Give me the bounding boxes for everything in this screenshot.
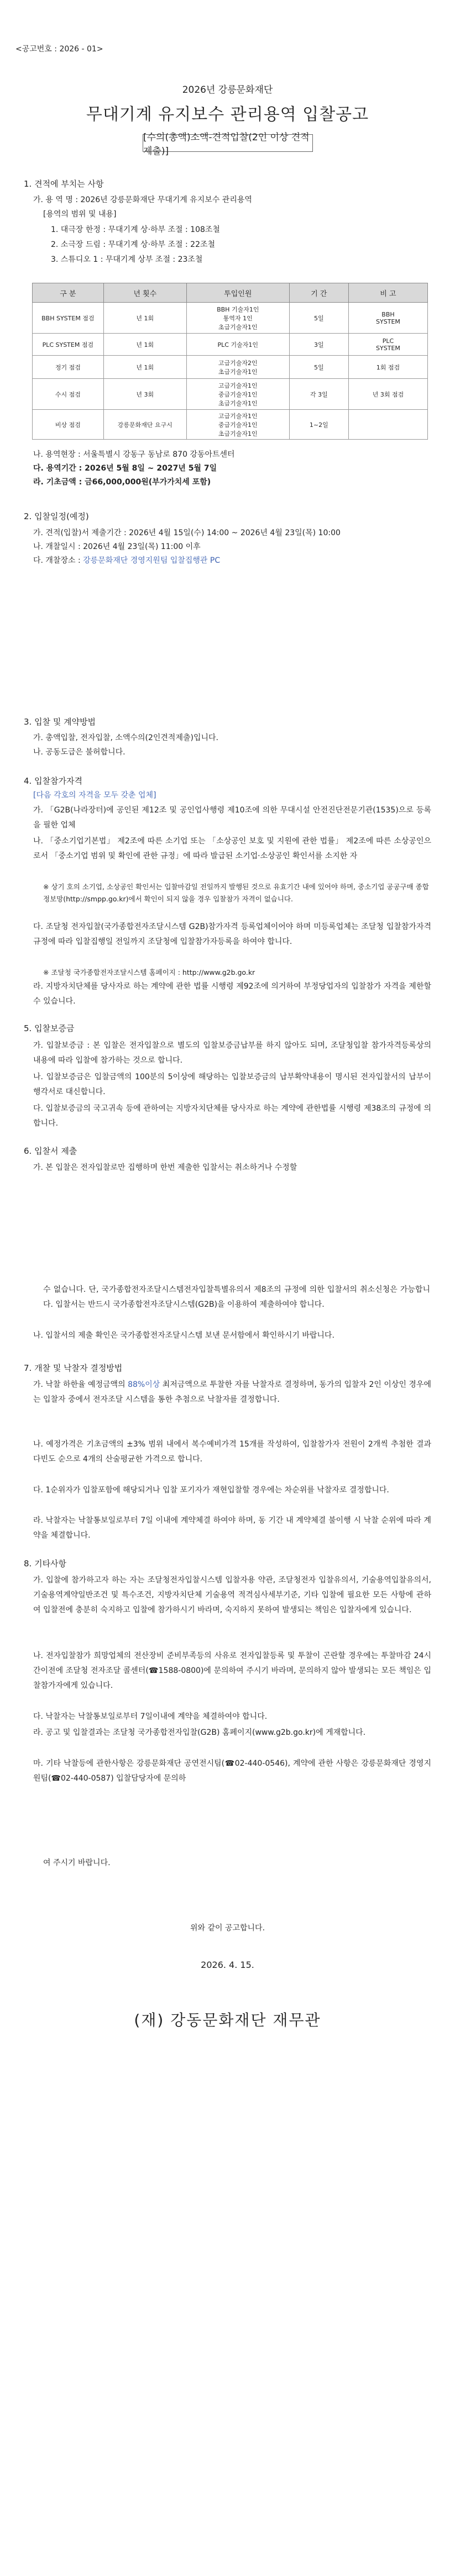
section-5-heading: 5. 입찰보증금 [24,1023,75,1033]
scope-item: 3. 스튜디오 1 : 무대기계 상부 조절 : 23조철 [51,255,203,264]
notice-number: <공고번호 : 2026 - 01> [15,45,103,54]
section-8-heading: 8. 기타사항 [24,1559,67,1569]
section-2-heading: 2. 입찰일정(예정) [24,511,89,521]
table-row [33,379,428,410]
table-header-cell: 구 분 [33,283,104,303]
table-cell: 고급기술자2인 초급기술자1인 [186,356,289,379]
misc-ga: 가. 입찰에 참가하고자 하는 자는 조달청전자입찰시스템 입찰자용 약관, 조달청전자 입찰유의서, 기술용역입찰유의서, 기술용역계약일반조건 및 특수조건, 지방자치단체 기술용역 적격심사세부기준, 기타 입찰에 필요한 모든 사항에 관하여 입찰전에 충분히 숙지하고 입찰에 참가하시기 바라며, 숙지하지 못하여 발생되는 책임은 입찰자에게 있습니다. [33,1576,431,1614]
table-cell: 년 3회 [103,379,186,410]
award-ga-suffix: 최저금액으로 투찰한 자를 낙찰자로 결정하며, 동가의 입찰자 2인 이상인 경우에는 입찰자 중에서 전자조달 시스템을 통한 추첨으로 낙찰자를 결정합니다. [33,1380,431,1404]
inspection-schedule-table [32,283,428,440]
table-cell: 5일 [289,356,348,379]
submission-ga: 가. 본 입찰은 전자입찰로만 집행하며 한번 제출한 입찰서는 취소하거나 수정할 [33,1163,297,1172]
bid-type-label: [수의(총액)소액-견적입찰(2인 이상 견적 제출)] [143,132,310,157]
misc-na: 나. 전자입찰참가 희망업체의 전산장비 준비부족등의 사유로 전자입찰등록 및 투찰이 곤란할 경우에는 투찰마감 24시간이전에 조달청 전자조달 콜센터(☎1588-0800)에 문의하여 주시기 바라며, 문의하지 않아 발생되는 모든 책임은 입찰참가자에게 있습니다. [33,1651,431,1690]
scope-heading: [용역의 범위 및 내용] [43,210,117,219]
notice-date: 2026. 4. 15. [201,1960,254,1970]
misc-da: 다. 낙찰자는 낙찰통보일로부터 7일이내에 계약을 체결하여야 합니다. [33,1712,268,1721]
table-row [33,334,428,356]
misc-ma: 마. 기타 낙찰등에 관한사항은 강릉문화재단 공연전시팀(☎02-440-0546), 계약에 관한 사항은 강릉문화재단 경영지원팀(☎02-440-0587) 입찰담당자에 문의하 [33,1759,431,1783]
base-amount: 라. 기초금액 : 금66,000,000원(부가가치세 포함) [33,478,211,487]
table-cell: BBH 기술자1인 통역자 1인 초급기술자1인 [186,303,289,334]
qualification-da: 다. 조달청 전자입찰(국가종합전자조달시스템 G2B)참가자격 등록업체이어야 하며 미등록업체는 조달청 입찰참가자격 규정에 따라 입찰집행일 전일까지 조달청에 입찰참가자등록을 하여야 합니다. [33,922,431,946]
table-cell: 1~2일 [289,410,348,440]
scope-item: 2. 소극장 드림 : 무대기계 상·하부 조절 : 22조철 [51,240,216,249]
page-title: 무대기계 유지보수 관리용역 입찰공고 [86,105,369,124]
section-3-heading: 3. 입찰 및 계약방법 [24,717,96,727]
table-cell [348,410,427,440]
table-cell: 수시 점검 [33,379,104,410]
table-cell: PLC SYSTEM 점검 [33,334,104,356]
opening-date: 나. 개찰일시 : 2026년 4월 23일(목) 11:00 이후 [33,542,201,551]
qualification-ra: 라. 지방자치단체를 당사자로 하는 계약에 관한 법률 시행령 제92조에 의거하여 부정당업자의 입찰참가 자격을 제한할 수 있습니다. [33,982,431,1006]
service-site: 나. 용역현장 : 서울특별시 강동구 동남로 870 강동아트센터 [33,450,235,459]
table-header-cell: 비 고 [348,283,427,303]
service-period: 다. 용역기간 : 2026년 5월 8일 ~ 2027년 5월 7일 [33,464,217,473]
table-cell: 3일 [289,334,348,356]
contract-method: 가. 총액입찰, 전자입찰, 소액수의(2인견적제출)입니다. [33,733,218,742]
table-row [33,410,428,440]
table-cell: 년 1회 [103,334,186,356]
table-cell: PLC SYSTEM [348,334,427,356]
submission-ga-continued: 수 없습니다. 단, 국가종합전자조달시스템전자입찰특별유의서 제8조의 규정에 의한 입찰서의 취소신청은 가능합니다. 입찰서는 반드시 국가종합전자조달시스템(G2B)을 이용하여 제출하여야 합니다. [43,1285,430,1309]
award-ga-prefix: 가. 낙찰 하한율 예정금액의 [33,1380,128,1389]
section-1-heading: 1. 견적에 부치는 사항 [24,179,104,189]
bid-type-box [143,132,313,157]
opening-place-prefix: 다. 개찰장소 : [33,556,83,565]
table-cell: 1회 점검 [348,356,427,379]
table-cell: 고급기술자1인 중급기술자1인 초급기술자1인 [186,379,289,410]
organization-line: 2026년 강릉문화재단 [182,85,273,96]
award-ra: 라. 낙찰자는 낙찰통보일로부터 7일 이내에 계약체결 하여야 하며, 동 기간 내 계약체결 불이행 시 낙찰 순위에 따라 계약을 체결합니다. [33,1516,431,1540]
misc-ma-continued: 여 주시기 바랍니다. [43,1859,111,1867]
qualification-note: [다음 각호의 자격을 모두 갖춘 업체] [33,791,156,800]
section-7-heading: 7. 개찰 및 낙찰자 결정방법 [24,1363,123,1373]
table-cell: 각 3일 [289,379,348,410]
table-header-cell: 투입인원 [186,283,289,303]
issuer-signature: (재) 강동문화재단 재무관 [134,2011,321,2029]
submission-na: 나. 입찰서의 제출 확인은 국가종합전자조달시스템 보낸 문서함에서 확인하시기 바랍니다. [33,1331,334,1340]
table-cell: PLC 기술자1인 [186,334,289,356]
table-cell: 비상 점검 [33,410,104,440]
award-da: 다. 1순위자가 입찰포함에 해당되거나 입찰 포기자가 재현입찰할 경우에는 차순위를 낙찰자로 결정합니다. [33,1486,389,1495]
section-6-heading: 6. 입찰서 제출 [24,1146,77,1156]
table-cell: 년 3회 점검 [348,379,427,410]
service-name: 가. 용 역 명 : 2026년 강릉문화재단 무대기계 유지보수 관리용역 [33,196,252,204]
award-rate: 88%이상 [128,1380,160,1389]
opening-place-value: 강릉문화재단 경영지원팀 입찰집행관 PC [83,556,221,565]
table-header-cell: 년 횟수 [103,283,186,303]
table-cell: 년 1회 [103,356,186,379]
deposit-ga: 가. 입찰보증금 : 본 입찰은 전자입찰으로 별도의 입찰보증금납부를 하지 않아도 되며, 조달청입찰 참가자격등록상의 내용에 따라 입찰에 참가하는 것으로 합니다. [33,1041,431,1065]
table-cell: 년 1회 [103,303,186,334]
section-4-heading: 4. 입찰참가자격 [24,776,83,786]
joint-contract: 나. 공동도급은 불허합니다. [33,748,125,757]
table-header-row [33,283,428,303]
table-cell: 5일 [289,303,348,334]
table-cell: 고급기술자1인 중급기술자1인 초급기술자1인 [186,410,289,440]
table-cell: 정기 점검 [33,356,104,379]
qualification-star-1: ※ 상기 호의 소기업, 소상공인 확인서는 입찰마감일 전일까지 발행된 것으로 유효기간 내에 있어야 하며, 중소기업 공공구매 종합정보망(http://smpp.go.kr)에서 확인이 되지 않을 경우 입찰참가 자격이 없습니다. [43,883,429,903]
closing-statement: 위와 같이 공고합니다. [190,1924,265,1933]
deposit-da: 다. 입찰보증금의 국고귀속 등에 관하여는 지방자치단체를 당사자로 하는 계약에 관한법률 시행령 제38조의 규정에 의합니다. [33,1104,431,1128]
scope-item: 1. 대극장 한정 : 무대기계 상·하부 조절 : 108조철 [51,225,220,234]
deposit-na: 나. 입찰보증금은 입찰금액의 100분의 5이상에 해당하는 입찰보증금의 납부확약내용이 명시된 전자입찰서의 납부이행각서로 대신합니다. [33,1073,431,1096]
submission-period: 가. 견적(입찰)서 제출기간 : 2026년 4월 15일(수) 14:00 ~ 2026년 4월 23일(목) 10:00 [33,529,341,537]
table-cell: BBH SYSTEM 점검 [33,303,104,334]
award-na: 나. 예정가격은 기초금액의 ±3% 범위 내에서 복수예비가격 15개를 작성하여, 입찰참가자 전원이 2개씩 추첨한 결과 다빈도 순으로 4개의 산술평균한 가격으로 합니다. [33,1440,431,1464]
table-row [33,303,428,334]
qualification-na: 나. 「중소기업기본법」 제2조에 따른 소기업 또는 「소상공인 보호 및 지원에 관한 법률」 제2조에 따른 소상공인으로서 「중소기업 범위 및 확인에 관한 규정」에 따라 발급된 소기업·소상공인 확인서를 소지한 자 [33,837,431,861]
qualification-ga: 가. 「G2B(나라장터)에 공인된 제12조 및 공인업사행령 제10조에 의한 무대시설 안전진단전문기관(1535)으로 등록을 필한 업체 [33,806,431,830]
opening-place [33,555,220,566]
award-ga [33,1377,431,1407]
table-cell: 강릉문화재단 요구시 [103,410,186,440]
qualification-star-2: ※ 조달청 국가종합전자조달시스템 홈페이지 : http://www.g2b.go.kr [43,968,255,976]
table-header-cell: 기 간 [289,283,348,303]
table-row [33,356,428,379]
table-cell: BBH SYSTEM [348,303,427,334]
misc-ra: 라. 공고 및 입찰결과는 조달청 국가종합전자입찰(G2B) 홈페이지(www.g2b.go.kr)에 게재합니다. [33,1728,366,1737]
